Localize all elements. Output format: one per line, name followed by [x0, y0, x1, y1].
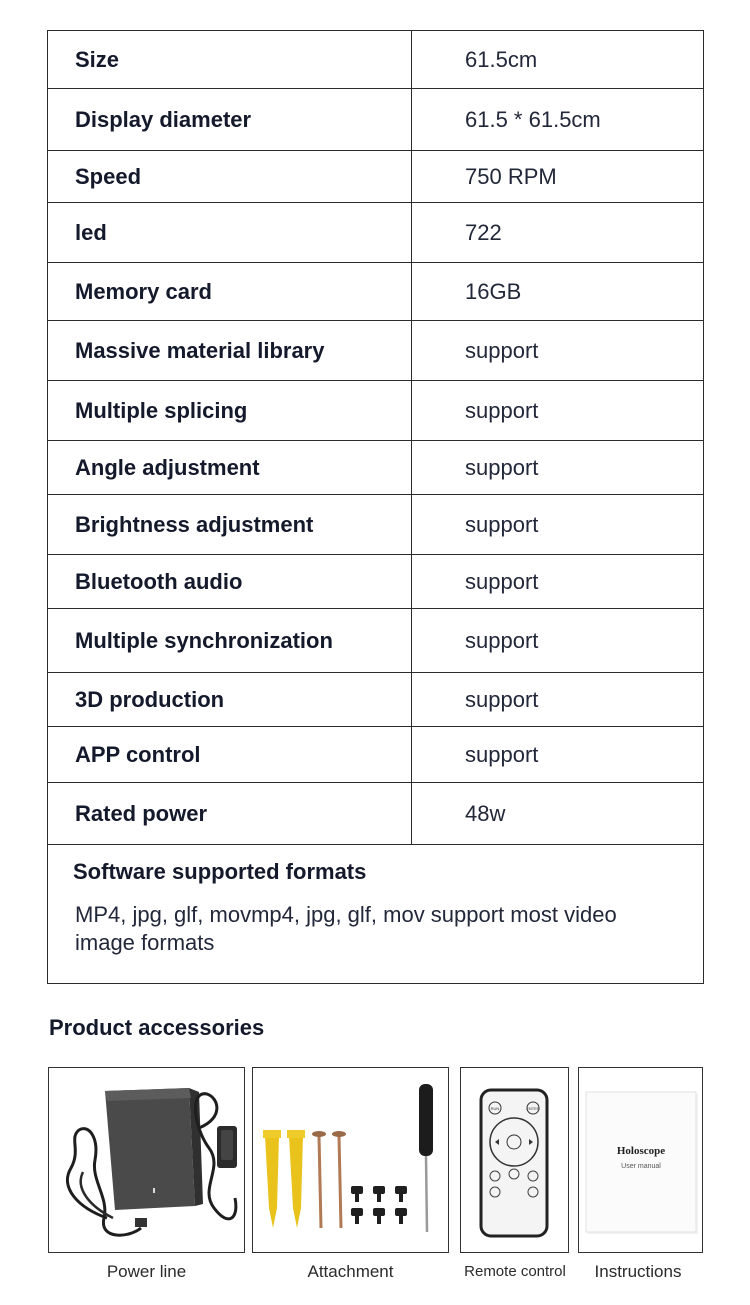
spec-value: support — [412, 727, 704, 783]
spec-value: support — [412, 441, 704, 495]
spec-row — [48, 609, 704, 673]
accessory-label-power-line: Power line — [106, 1262, 187, 1281]
spec-key: Bluetooth audio — [48, 555, 412, 609]
spec-key: Angle adjustment — [48, 441, 412, 495]
attachment-image — [252, 1067, 449, 1253]
accessories-title: Product accessories — [49, 1015, 265, 1040]
spec-value: 61.5 * 61.5cm — [412, 89, 704, 151]
spec-key: Display diameter — [48, 89, 412, 151]
spec-value: support — [412, 673, 704, 727]
spec-key: Size — [48, 31, 412, 89]
manual-brand: Holoscope — [616, 1145, 666, 1157]
spec-row — [48, 727, 704, 783]
spec-key: Multiple splicing — [48, 381, 412, 441]
spec-value: 16GB — [412, 263, 704, 321]
accessory-label-instructions: Instructions — [594, 1262, 682, 1281]
formats-text: MP4, jpg, glf, movmp4, jpg, glf, mov support most video image formats — [75, 902, 617, 955]
spec-key: Massive material library — [48, 321, 412, 381]
spec-key: APP control — [48, 727, 412, 783]
spec-row — [48, 203, 704, 263]
spec-value: support — [412, 321, 704, 381]
spec-row — [48, 783, 704, 845]
remote-run-label: RUN — [490, 1106, 500, 1111]
spec-value: 61.5cm — [412, 31, 704, 89]
remote-enter-label: ENTER — [526, 1106, 540, 1111]
spec-key: Rated power — [48, 783, 412, 845]
spec-table — [47, 30, 704, 845]
spec-key: Memory card — [48, 263, 412, 321]
spec-row — [48, 495, 704, 555]
spec-row — [48, 321, 704, 381]
spec-row — [48, 381, 704, 441]
formats-title: Software supported formats — [73, 859, 367, 884]
remote-control-image — [460, 1067, 569, 1253]
spec-value: support — [412, 495, 704, 555]
accessory-label-remote-control: Remote control — [464, 1263, 566, 1280]
spec-value: support — [412, 609, 704, 673]
spec-row — [48, 151, 704, 203]
spec-row — [48, 89, 704, 151]
instructions-image — [578, 1067, 703, 1253]
spec-row — [48, 555, 704, 609]
spec-value: 48w — [412, 783, 704, 845]
spec-key: Brightness adjustment — [48, 495, 412, 555]
accessory-label-attachment: Attachment — [307, 1262, 394, 1281]
spec-value: 750 RPM — [412, 151, 704, 203]
spec-row — [48, 263, 704, 321]
spec-value: support — [412, 555, 704, 609]
spec-value: support — [412, 381, 704, 441]
spec-key: Speed — [48, 151, 412, 203]
manual-subtitle: User manual — [621, 1163, 661, 1170]
spec-row — [48, 31, 704, 89]
spec-row — [48, 441, 704, 495]
spec-value: 722 — [412, 203, 704, 263]
power-line-image — [48, 1067, 245, 1253]
formats-section — [47, 844, 704, 984]
spec-key: 3D production — [48, 673, 412, 727]
spec-key: led — [48, 203, 412, 263]
spec-key: Multiple synchronization — [48, 609, 412, 673]
spec-row — [48, 673, 704, 727]
